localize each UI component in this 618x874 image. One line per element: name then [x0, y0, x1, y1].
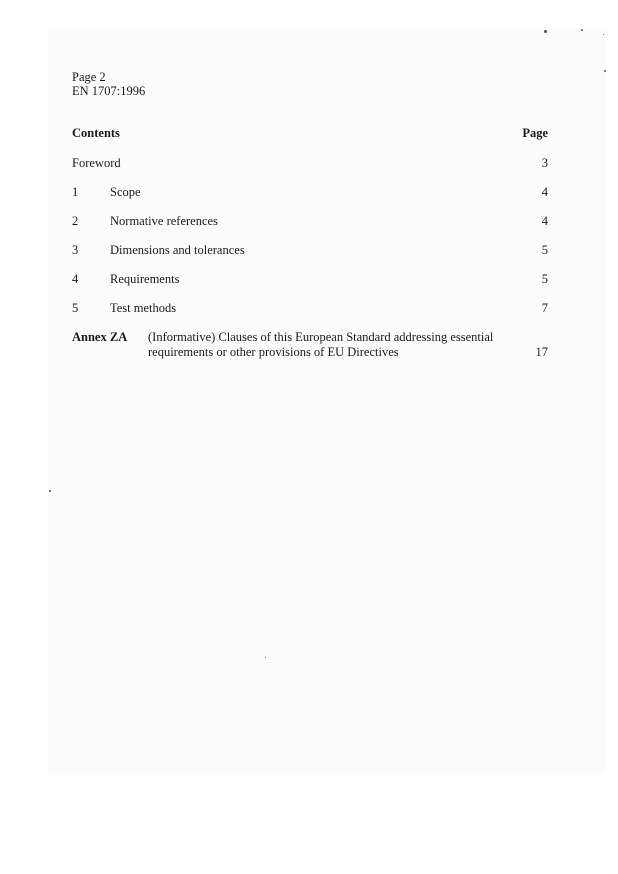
- toc-entry-number: 1: [72, 185, 79, 199]
- toc-entry-page: 3: [541, 156, 548, 170]
- annex-title: (Informative) Clauses of this European Standard addressing essential requirements or other provisions of EU Directives: [148, 330, 494, 359]
- table-of-contents: [72, 126, 548, 362]
- toc-entry-title: Normative references: [110, 214, 218, 228]
- toc-entry-title: Requirements: [110, 272, 180, 286]
- toc-entry-number: 4: [72, 272, 79, 286]
- toc-entry-foreword[interactable]: [72, 156, 548, 185]
- scan-speck: [544, 30, 547, 33]
- toc-entry-page: 7: [541, 301, 548, 315]
- toc-header: [72, 126, 548, 146]
- toc-entry-title: Dimensions and tolerances: [110, 243, 245, 257]
- toc-entry-number: 2: [72, 214, 79, 228]
- toc-entry-number: 5: [72, 301, 79, 315]
- toc-entry-title: Foreword: [72, 156, 121, 170]
- toc-entry-title: Test methods: [110, 301, 177, 315]
- scan-speck: [581, 29, 583, 31]
- toc-entry-page: 5: [541, 243, 548, 257]
- toc-entry-page: 4: [541, 185, 548, 199]
- scan-speck: [265, 657, 266, 658]
- toc-entry-title: Scope: [110, 185, 141, 199]
- page-column-heading: Page: [522, 126, 548, 140]
- page-header: [72, 70, 145, 98]
- toc-entry-annex-za[interactable]: [72, 330, 548, 362]
- standard-id: EN 1707:1996: [72, 84, 146, 98]
- toc-entry-test-methods[interactable]: [72, 301, 548, 330]
- page-label: Page 2: [72, 70, 106, 84]
- annex-page: 17: [535, 345, 548, 359]
- toc-entry-dimensions[interactable]: [72, 243, 548, 272]
- annex-label: Annex ZA: [72, 330, 128, 344]
- toc-entry-page: 4: [541, 214, 548, 228]
- toc-entry-page: 5: [541, 272, 548, 286]
- scan-speck: [49, 490, 51, 492]
- toc-entry-requirements[interactable]: [72, 272, 548, 301]
- scan-speck: [603, 34, 604, 35]
- scan-speck: [604, 70, 606, 72]
- toc-entry-number: 3: [72, 243, 79, 257]
- toc-entry-normative-references[interactable]: [72, 214, 548, 243]
- contents-heading: Contents: [72, 126, 120, 140]
- toc-entry-scope[interactable]: [72, 185, 548, 214]
